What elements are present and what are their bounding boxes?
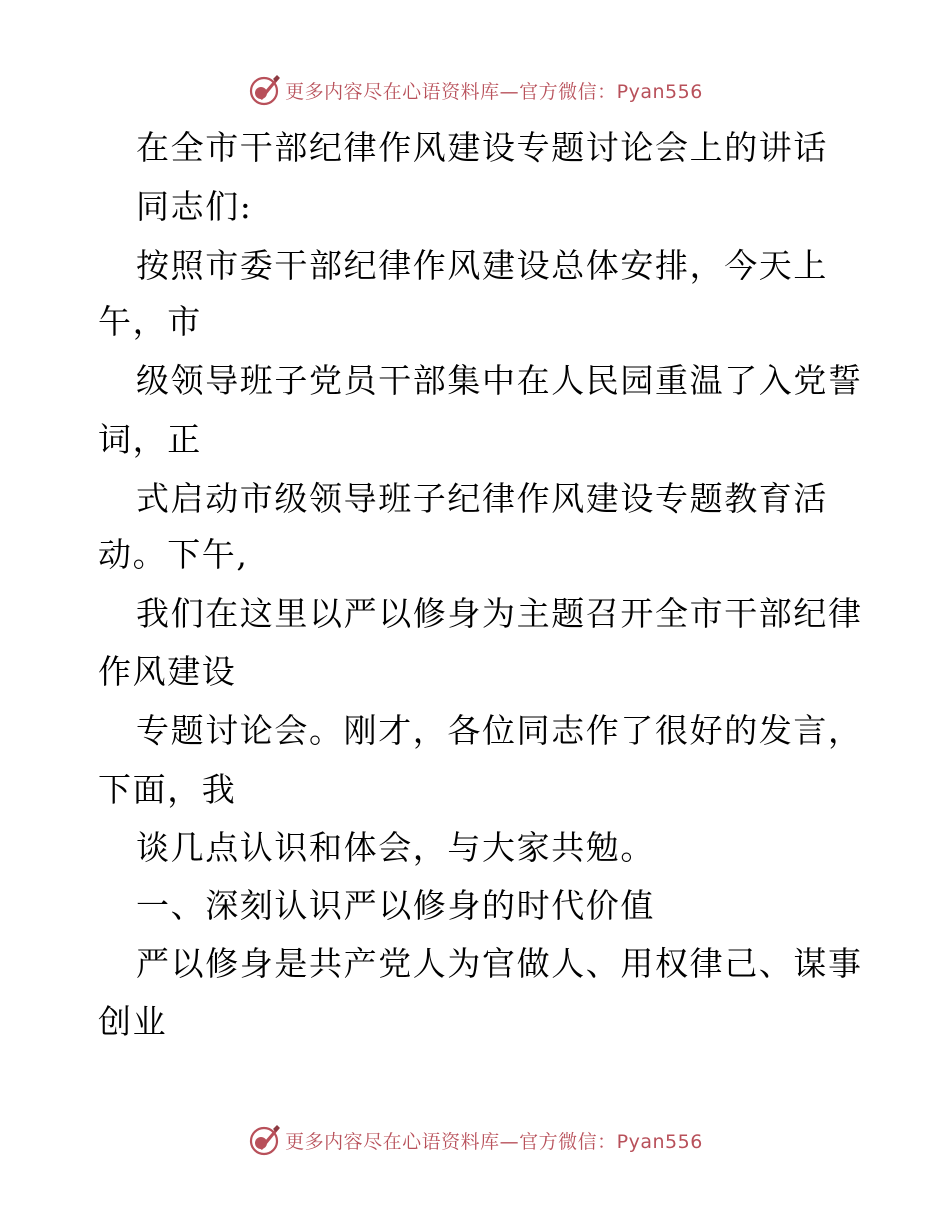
watermark-banner-bottom: [0, 1120, 950, 1160]
text-line: 按照市委干部纪律作风建设总体安排，今天上: [136, 246, 828, 285]
text-line: 严以修身是共产党人为官做人、用权律己、谋事: [136, 944, 863, 983]
quill-pen-logo-icon: [247, 73, 281, 107]
text-line: 创业: [98, 1002, 168, 1041]
quill-pen-logo-icon: [247, 1123, 281, 1157]
text-line: 词，正: [98, 420, 202, 459]
text-line: 作风建设: [98, 652, 237, 691]
text-line: 式启动市级领导班子纪律作风建设专题教育活: [136, 479, 828, 518]
watermark-text: 更多内容尽在心语资料库—官方微信：Pyan556: [285, 1130, 703, 1153]
text-line: 级领导班子党员干部集中在人民园重温了入党誓: [136, 361, 863, 400]
text-line: 我们在这里以严以修身为主题召开全市干部纪律: [136, 594, 863, 633]
document-title: 在全市干部纪律作风建设专题讨论会上的讲话: [136, 128, 828, 167]
text-line: 午，市: [98, 302, 202, 341]
text-line: 专题讨论会。刚才，各位同志作了很好的发言，: [136, 711, 863, 750]
text-line: 下面，我: [98, 770, 237, 809]
watermark-text: 更多内容尽在心语资料库—官方微信：Pyan556: [285, 80, 703, 103]
section-heading: 一、深刻认识严以修身的时代价值: [136, 886, 655, 925]
text-line: 同志们:: [136, 187, 253, 226]
watermark-banner-top: [0, 70, 950, 110]
text-line: 谈几点认识和体会，与大家共勉。: [136, 828, 655, 867]
text-line: 动。下午,: [98, 535, 249, 574]
